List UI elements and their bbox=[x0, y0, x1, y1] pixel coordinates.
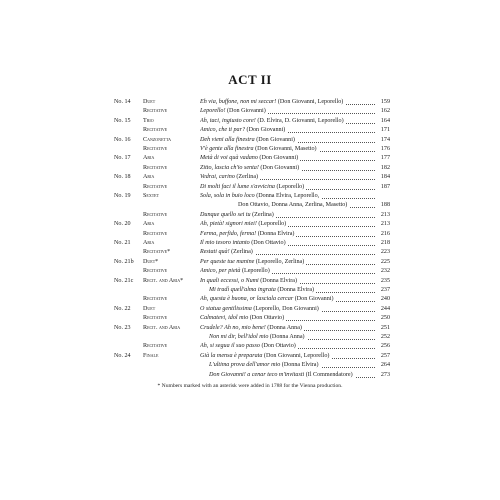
entry-title bbox=[200, 98, 375, 107]
number-label: No. 21 bbox=[114, 240, 131, 246]
entry-title bbox=[209, 286, 375, 295]
song-title: Dunque quello sei tu bbox=[200, 211, 251, 218]
entry-text bbox=[209, 287, 316, 293]
entry-title bbox=[200, 324, 375, 333]
entry-title bbox=[200, 192, 375, 201]
song-title: L'ultima prova dell'amor mio bbox=[209, 362, 281, 369]
entry-text bbox=[200, 212, 276, 218]
toc-row bbox=[0, 183, 500, 192]
cast-list: (Donna Anna) bbox=[265, 324, 302, 331]
song-title: Calmatevi, idol mio bbox=[200, 315, 249, 322]
cast-list: (Don Giovanni) bbox=[257, 155, 299, 162]
entry-title bbox=[200, 173, 375, 182]
song-title: Ferma, perfido, ferma! bbox=[200, 230, 257, 237]
entry-text bbox=[200, 268, 272, 274]
piece-type: Duet bbox=[143, 305, 156, 312]
song-title: Ah, pietà! signori miei! bbox=[200, 221, 257, 228]
entry-text bbox=[200, 165, 301, 171]
toc-row bbox=[0, 248, 500, 257]
footnote: * Numbers marked with an asterisk were added in 1788 for the Vienna production. bbox=[157, 383, 343, 389]
entry-text bbox=[200, 108, 268, 114]
toc-row bbox=[0, 136, 500, 145]
toc-row bbox=[0, 230, 500, 239]
song-title: Amico, che ti par? bbox=[200, 127, 246, 134]
piece-type: Duet bbox=[143, 99, 156, 105]
page-number: 159 bbox=[380, 99, 390, 105]
entry-text bbox=[200, 231, 296, 237]
entry-text bbox=[200, 155, 300, 161]
act-title: ACT II bbox=[228, 72, 272, 87]
page-number: 213 bbox=[380, 211, 390, 218]
page-number: 218 bbox=[380, 240, 390, 246]
cast-list: (D. Elvira, D. Giovanni, Leporello) bbox=[255, 117, 344, 124]
entry-title bbox=[200, 267, 375, 276]
piece-type: Recitative bbox=[143, 211, 168, 218]
page-number: 177 bbox=[380, 155, 390, 162]
page-number: 223 bbox=[380, 249, 390, 256]
song-title: Ah, questa è buona, or lasciala cercar bbox=[200, 296, 294, 303]
toc-row bbox=[0, 267, 500, 276]
entry-title bbox=[200, 230, 375, 239]
toc-row bbox=[0, 277, 500, 286]
piece-type: Aria bbox=[143, 221, 155, 228]
toc-row bbox=[0, 220, 500, 229]
entry-title bbox=[200, 220, 375, 229]
number-label: No. 17 bbox=[114, 155, 131, 162]
piece-type: Aria bbox=[143, 174, 155, 181]
cast-list: (Zerlina) bbox=[229, 249, 253, 256]
toc-row bbox=[0, 286, 500, 295]
entry-text bbox=[200, 343, 298, 349]
toc-row bbox=[0, 371, 500, 380]
song-title: Zitto, lascia ch'io senta! bbox=[200, 164, 259, 171]
piece-type: Duet* bbox=[143, 258, 159, 265]
page-number: 244 bbox=[380, 305, 390, 312]
cast-list: (Donna Elvira) bbox=[280, 362, 319, 369]
page-number: 273 bbox=[380, 371, 390, 378]
cast-list: (Leporello) bbox=[256, 221, 287, 228]
cast-list: Don Ottavio, Donna Anna, Zerlina, Masetto) bbox=[238, 202, 348, 209]
song-title: Deh vieni alla finestra bbox=[200, 136, 255, 143]
song-title: Amico, per pietà bbox=[200, 268, 241, 275]
entry-title bbox=[200, 117, 375, 126]
page-number: 257 bbox=[380, 352, 390, 359]
toc-row bbox=[0, 173, 500, 182]
entry-text bbox=[200, 296, 335, 302]
page-number: 187 bbox=[380, 183, 390, 190]
entry-title bbox=[238, 201, 375, 210]
toc-row bbox=[0, 342, 500, 351]
cast-list: (Donna Anna) bbox=[268, 334, 305, 340]
toc-row bbox=[0, 305, 500, 314]
number-label: No. 20 bbox=[114, 221, 131, 228]
toc-row bbox=[0, 126, 500, 135]
entry-title bbox=[200, 248, 375, 257]
song-title: Ah, si segua il suo passo bbox=[200, 343, 260, 350]
page-number: 216 bbox=[380, 230, 390, 237]
entry-title bbox=[209, 371, 375, 380]
piece-type: Aria bbox=[143, 240, 155, 246]
piece-type: Sextet bbox=[143, 193, 160, 199]
piece-type: Recitative bbox=[143, 146, 168, 152]
toc-row bbox=[0, 164, 500, 173]
entry-text bbox=[200, 221, 288, 227]
piece-type: Recit. and Aria bbox=[143, 324, 181, 331]
number-label: No. 16 bbox=[114, 136, 131, 143]
page-number: 237 bbox=[380, 287, 390, 293]
song-title: Metà di voi quà vadano bbox=[200, 155, 258, 162]
number-label: No. 21c bbox=[114, 277, 134, 284]
cast-list: (Zerlina) bbox=[250, 211, 274, 218]
page-number: 240 bbox=[380, 296, 390, 303]
cast-list: (Il Commendatore) bbox=[304, 371, 353, 378]
cast-list: (Don Giovanni) bbox=[258, 164, 300, 171]
page-number: 251 bbox=[380, 324, 390, 331]
page-number: 252 bbox=[380, 334, 390, 340]
toc-row bbox=[0, 107, 500, 116]
page-number: 182 bbox=[380, 164, 390, 171]
song-title: Eh via, buffone, non mi seccar! bbox=[200, 99, 277, 105]
song-title: Ah, taci, ingiusto core! bbox=[200, 117, 256, 124]
piece-type: Canzonetta bbox=[143, 136, 171, 143]
song-title: Il mio tesoro intanto bbox=[200, 240, 250, 246]
entry-text bbox=[200, 118, 346, 124]
piece-type: Recitative bbox=[143, 164, 168, 171]
entry-text bbox=[209, 334, 307, 340]
entry-text bbox=[200, 325, 304, 331]
entry-text bbox=[200, 146, 319, 152]
cast-list: (Don Giovanni) bbox=[293, 296, 334, 303]
song-title: Don Giovanni! a cenar teco m'invitasti bbox=[209, 371, 305, 378]
cast-list: (Don Ottavio) bbox=[249, 240, 286, 246]
page-number: 213 bbox=[380, 221, 390, 228]
entry-title bbox=[200, 154, 375, 163]
page-number: 232 bbox=[380, 268, 390, 275]
piece-type: Recitative bbox=[143, 127, 168, 134]
entry-title bbox=[200, 295, 375, 304]
toc-row bbox=[0, 295, 500, 304]
piece-type: Recitative bbox=[143, 230, 168, 237]
entry-title bbox=[200, 352, 375, 361]
page-number: 184 bbox=[380, 174, 390, 181]
song-title: O statua gentilissima bbox=[200, 305, 252, 312]
song-title: In quali eccessi, o Numi bbox=[200, 277, 259, 284]
entry-text bbox=[200, 99, 345, 105]
toc-row bbox=[0, 117, 500, 126]
entry-text bbox=[200, 249, 255, 255]
page-number: 256 bbox=[380, 343, 390, 350]
cast-list: (Don Ottavio) bbox=[259, 343, 296, 350]
number-label: No. 24 bbox=[114, 352, 131, 359]
cast-list: (Donna Elvira) bbox=[258, 277, 297, 284]
page-number: 176 bbox=[380, 146, 390, 152]
page-number: 164 bbox=[380, 117, 390, 124]
entry-text bbox=[200, 315, 286, 321]
cast-list: (Leporello, Zerlina) bbox=[254, 258, 305, 265]
piece-type: Finale bbox=[143, 352, 159, 359]
cast-list: (Don Giovanni, Leporello) bbox=[262, 352, 330, 359]
toc-row bbox=[0, 192, 500, 201]
number-label: No. 15 bbox=[114, 117, 131, 124]
page-number: 188 bbox=[380, 202, 390, 209]
page-number: 250 bbox=[380, 315, 390, 322]
cast-list: (Don Ottavio) bbox=[248, 315, 285, 322]
piece-type: Recitative bbox=[143, 183, 168, 190]
toc-row bbox=[0, 201, 500, 210]
page-number: 162 bbox=[380, 108, 390, 115]
piece-type: Recitative* bbox=[143, 249, 171, 256]
song-title: Restati quà! bbox=[200, 249, 230, 256]
number-label: No. 19 bbox=[114, 193, 131, 199]
song-title: Per queste tue manine bbox=[200, 258, 255, 265]
entry-title bbox=[200, 107, 375, 116]
cast-list: (Don Giovanni, Leporello) bbox=[276, 99, 344, 105]
toc-row bbox=[0, 98, 500, 107]
number-label: No. 23 bbox=[114, 324, 131, 331]
entry-title bbox=[200, 277, 375, 286]
entry-title bbox=[200, 342, 375, 351]
number-label: No. 22 bbox=[114, 305, 131, 312]
song-title: Di molti faci il lume s'avvicina bbox=[200, 183, 275, 190]
cast-list: (Don Giovanni) bbox=[254, 136, 295, 143]
entry-text bbox=[200, 353, 331, 359]
cast-list: (Zerlina) bbox=[234, 174, 259, 181]
piece-type: Recitative bbox=[143, 108, 168, 115]
number-label: No. 21b bbox=[114, 258, 134, 265]
entry-text bbox=[238, 202, 349, 208]
page-number: 171 bbox=[380, 127, 390, 134]
cast-list: (Don Giovanni) bbox=[225, 108, 266, 115]
entry-text bbox=[209, 372, 355, 378]
entry-title bbox=[200, 126, 375, 135]
toc-row bbox=[0, 361, 500, 370]
entry-text bbox=[200, 240, 288, 246]
piece-type: Recitative bbox=[143, 268, 168, 275]
cast-list: (Donna Elvira, Leporello, bbox=[254, 193, 320, 199]
cast-list: (Leporello) bbox=[274, 183, 305, 190]
toc-row bbox=[0, 314, 500, 323]
song-title: Vedrai, carino bbox=[200, 174, 235, 181]
entry-title bbox=[200, 136, 375, 145]
piece-type: Trio bbox=[143, 117, 154, 124]
toc-row bbox=[0, 324, 500, 333]
entry-text bbox=[209, 362, 321, 368]
piece-type: Recitative bbox=[143, 296, 168, 303]
entry-text bbox=[200, 184, 306, 190]
entry-title bbox=[209, 333, 375, 342]
song-title: Mi tradì quell'alma ingrata bbox=[209, 287, 276, 293]
piece-type: Recitative bbox=[143, 315, 168, 322]
piece-type: Recit. and Aria* bbox=[143, 277, 184, 284]
entry-title bbox=[200, 183, 375, 192]
entry-text bbox=[200, 278, 299, 284]
toc-row bbox=[0, 352, 500, 361]
entry-title bbox=[200, 239, 375, 248]
piece-type: Aria bbox=[143, 155, 155, 162]
entry-text bbox=[200, 174, 260, 180]
toc-row bbox=[0, 145, 500, 154]
number-label: No. 18 bbox=[114, 174, 131, 181]
page-number: 264 bbox=[380, 362, 390, 369]
song-title: Sola, sola in buio loco bbox=[200, 193, 255, 199]
toc-row bbox=[0, 258, 500, 267]
entry-title bbox=[200, 314, 375, 323]
cast-list: (Don Giovanni, Masetto) bbox=[253, 146, 317, 152]
entry-title bbox=[200, 211, 375, 220]
toc-row bbox=[0, 239, 500, 248]
song-title: Leporello! bbox=[200, 108, 226, 115]
toc-row bbox=[0, 333, 500, 342]
toc-row bbox=[0, 211, 500, 220]
entry-text bbox=[200, 127, 287, 133]
cast-list: (Donna Elvira) bbox=[275, 287, 315, 293]
cast-list: (Leporello, Don Giovanni) bbox=[251, 305, 319, 312]
page-number: 174 bbox=[380, 136, 390, 143]
entry-text bbox=[200, 137, 297, 143]
entry-title bbox=[200, 145, 375, 154]
cast-list: (Donna Elvira) bbox=[256, 230, 295, 237]
page-number: 235 bbox=[380, 277, 390, 284]
toc-row bbox=[0, 154, 500, 163]
song-title: Crudele? Ah no, mio bene! bbox=[200, 324, 266, 331]
song-title: V'è gente alla finestra bbox=[200, 146, 254, 152]
entry-text bbox=[200, 306, 321, 312]
piece-type: Recitative bbox=[143, 343, 168, 350]
cast-list: (Leporello) bbox=[240, 268, 270, 275]
song-title: Non mi dir, bell'idol mio bbox=[209, 334, 269, 340]
entry-text bbox=[200, 193, 321, 199]
page-number: 225 bbox=[380, 258, 390, 265]
number-label: No. 14 bbox=[114, 99, 131, 105]
entry-title bbox=[200, 164, 375, 173]
song-title: Già la mensa è preparata bbox=[200, 352, 263, 359]
entry-title bbox=[200, 258, 375, 267]
entry-title bbox=[200, 305, 375, 314]
entry-text bbox=[200, 259, 306, 265]
entry-title bbox=[209, 361, 375, 370]
cast-list: (Don Giovanni) bbox=[245, 127, 286, 134]
